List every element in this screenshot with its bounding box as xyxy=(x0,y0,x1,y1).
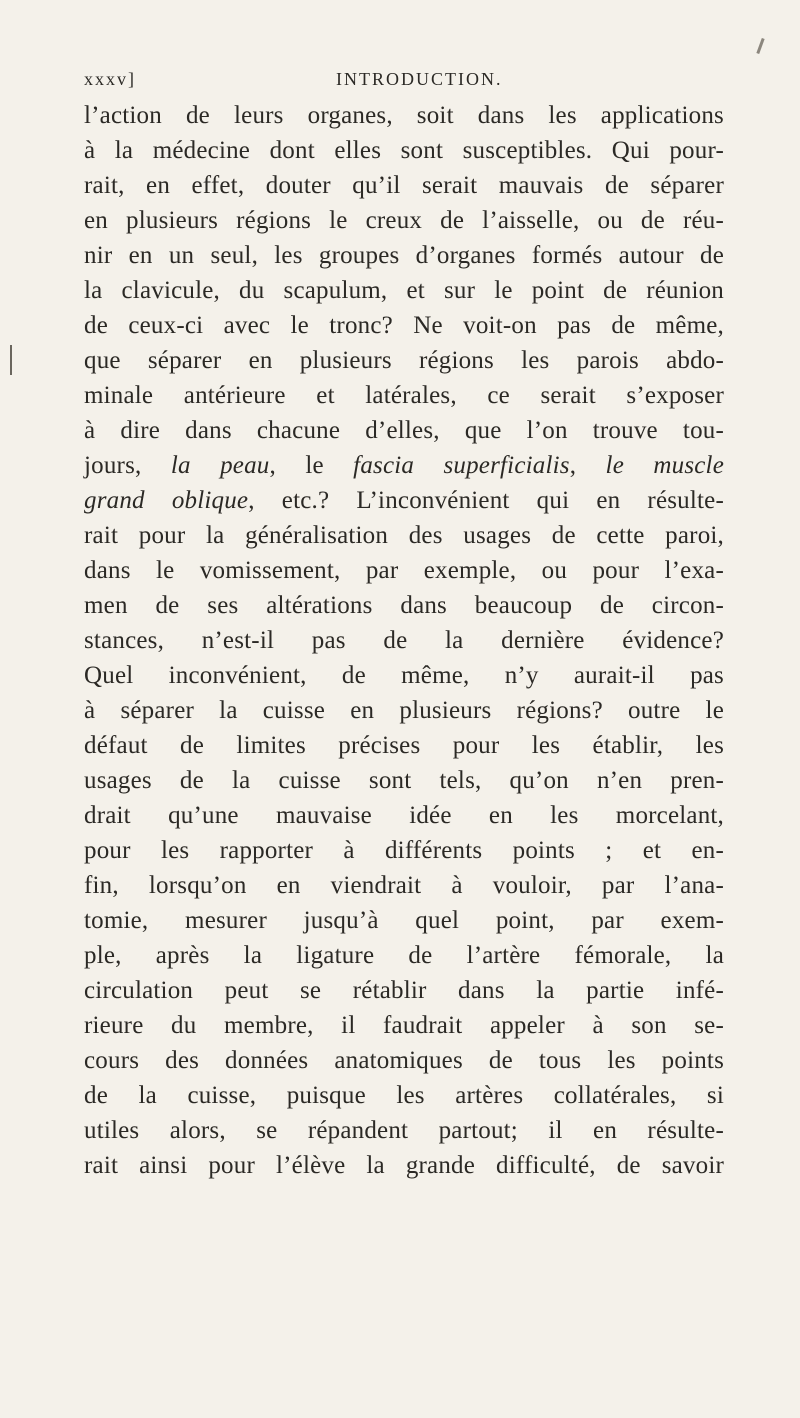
text-line: à séparer la cuisse en plusieurs régions? outre le xyxy=(84,697,724,724)
italic-term: grand oblique xyxy=(84,487,249,514)
text-line: à la médecine dont elles sont susceptibles. Qui pour- xyxy=(84,137,724,164)
text-line: usages de la cuisse sont tels, qu’on n’en pren- xyxy=(84,767,724,794)
text-line: la clavicule, du scapulum, et sur le point de réunion xyxy=(84,277,724,304)
text-run: , xyxy=(569,452,606,479)
text-line: minale antérieure et latérales, ce serait s’exposer xyxy=(84,382,724,409)
text-line: nir en un seul, les groupes d’organes formés autour de xyxy=(84,242,724,269)
text-line: à dire dans chacune d’elles, que l’on trouve tou- xyxy=(84,417,724,444)
italic-term: fascia superficialis xyxy=(353,452,570,479)
text-line-with-italics xyxy=(84,448,724,483)
text-line: ple, après la ligature de l’artère fémorale, la xyxy=(84,942,724,969)
text-line: en plusieurs régions le creux de l’aisselle, ou de réu- xyxy=(84,207,724,234)
text-line: drait qu’une mauvaise idée en les morcelant, xyxy=(84,802,724,829)
text-line: rait pour la généralisation des usages de cette paroi, xyxy=(84,522,724,549)
page-number: xxxv] xyxy=(84,69,136,89)
text-line: utiles alors, se répandent partout; il en résulte- xyxy=(84,1117,724,1144)
text-line: rait, en effet, douter qu’il serait mauvais de séparer xyxy=(84,172,724,199)
text-line: rait ainsi pour l’élève la grande difficulté, de savoir xyxy=(84,1152,724,1179)
text-line: défaut de limites précises pour les établir, les xyxy=(84,732,724,759)
page-header xyxy=(84,69,684,93)
text-line-with-italics xyxy=(84,483,724,518)
corner-mark xyxy=(756,38,764,54)
text-line: de la cuisse, puisque les artères collatérales, si xyxy=(84,1082,724,1109)
text-line: circulation peut se rétablir dans la partie infé- xyxy=(84,977,724,1004)
running-head: INTRODUCTION. xyxy=(336,69,503,89)
text-line: stances, n’est-il pas de la dernière évidence? xyxy=(84,627,724,654)
text-line: de ceux-ci avec le tronc? Ne voit-on pas de même, xyxy=(84,312,724,339)
text-line: dans le vomissement, par exemple, ou pour l’exa- xyxy=(84,557,724,584)
text-line: men de ses altérations dans beaucoup de circon- xyxy=(84,592,724,619)
text-line: tomie, mesurer jusqu’à quel point, par exem- xyxy=(84,907,724,934)
text-line: rieure du membre, il faudrait appeler à son se- xyxy=(84,1012,724,1039)
margin-mark xyxy=(10,345,12,375)
text-line: fin, lorsqu’on en viendrait à vouloir, par l’ana- xyxy=(84,872,724,899)
text-run: , etc.? L’inconvénient qui en résulte- xyxy=(248,487,724,514)
body-text xyxy=(84,98,724,1183)
text-run: jours, xyxy=(84,452,171,479)
text-line: Quel inconvénient, de même, n’y aurait-il pas xyxy=(84,662,724,689)
text-line: l’action de leurs organes, soit dans les applications xyxy=(84,102,724,129)
italic-term: la peau xyxy=(170,452,270,479)
text-line: que séparer en plusieurs régions les parois abdo- xyxy=(84,347,724,374)
text-line: pour les rapporter à différents points ; et en- xyxy=(84,837,724,864)
text-line: cours des données anatomiques de tous les points xyxy=(84,1047,724,1074)
italic-term: le muscle xyxy=(605,452,725,479)
text-run: , le xyxy=(269,452,354,479)
